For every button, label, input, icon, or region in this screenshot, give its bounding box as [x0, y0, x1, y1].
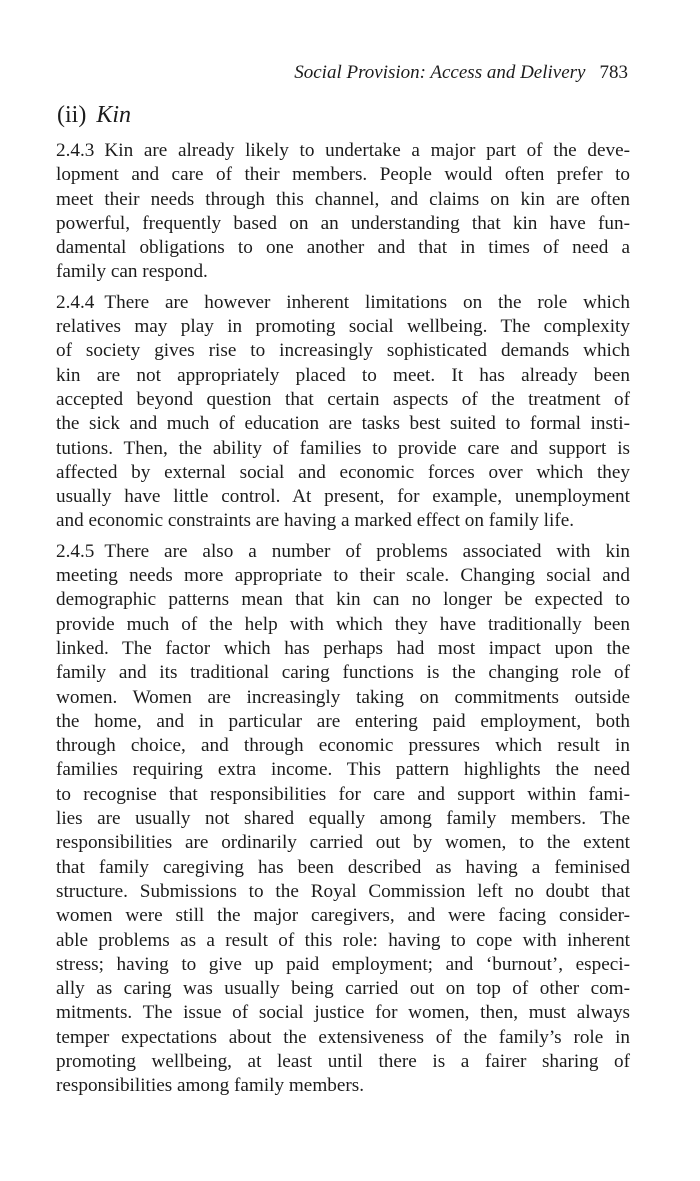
- line-text: affected by external social and economic forces over which they: [56, 461, 630, 483]
- text-line: [56, 509, 630, 533]
- line-text: demographic patterns mean that kin can no longer be expected to: [56, 589, 630, 611]
- line-text: responsibilities are ordinarily carried out by women, to the extent: [56, 832, 630, 854]
- line-text: relatives may play in promoting social wellbeing. The complexity: [56, 316, 630, 338]
- text-line: [56, 260, 630, 284]
- text-line: [56, 236, 630, 260]
- section-title: Kin: [96, 102, 132, 128]
- text-line: [56, 1050, 630, 1074]
- text-line: [56, 1074, 630, 1098]
- line-text: of society gives rise to increasingly sophisticated demands which: [56, 340, 630, 362]
- text-line: [56, 412, 630, 436]
- line-text: the sick and much of education are tasks best suited to formal insti-: [56, 413, 630, 435]
- line-text: responsibilities among family members.: [56, 1075, 365, 1097]
- paragraph-2-4-4: [56, 291, 630, 534]
- text-line: [56, 1001, 630, 1025]
- line-text: that family caregiving has been described as having a feminised: [56, 856, 630, 878]
- line-text: provide much of the help with which they have traditionally been: [56, 613, 630, 635]
- line-text: to recognise that responsibilities for care and support within fami-: [56, 783, 630, 805]
- line-text: tutions. Then, the ability of families to provide care and support is: [56, 437, 630, 459]
- page-number: 783: [599, 62, 628, 83]
- text-line: [56, 564, 630, 588]
- text-line: [56, 686, 630, 710]
- line-text: family and its traditional caring functions is the changing role of: [56, 662, 630, 684]
- paragraph-2-4-3: [56, 139, 630, 285]
- line-text: linked. The factor which has perhaps had most impact upon the: [56, 637, 630, 659]
- line-text: women. Women are increasingly taking on commitments outside: [56, 686, 630, 708]
- text-line: [56, 485, 630, 509]
- line-text: Kin are already likely to undertake a major part of the deve-: [104, 140, 630, 161]
- line-text: women were still the major caregivers, and were facing consider-: [56, 905, 630, 927]
- text-line: [56, 637, 630, 661]
- section-heading: [57, 100, 131, 130]
- line-text: usually have little control. At present, for example, unemployment: [56, 486, 630, 508]
- text-line: [56, 734, 630, 758]
- text-line: [56, 613, 630, 637]
- running-title: Social Provision: Access and Delivery: [294, 62, 586, 83]
- paragraph-number: 2.4.4: [56, 291, 95, 313]
- text-line: [56, 831, 630, 855]
- line-text: families requiring extra income. This pattern highlights the need: [56, 759, 630, 781]
- text-line: [56, 661, 630, 685]
- line-text: accepted beyond question that certain aspects of the treatment of: [56, 388, 630, 410]
- line-text: There are also a number of problems associated with kin: [104, 540, 630, 562]
- text-line: [56, 437, 630, 461]
- line-text: There are however inherent limitations on the role which: [104, 291, 630, 313]
- line-text: family can respond.: [56, 261, 208, 283]
- text-line: [56, 953, 630, 977]
- text-line: [56, 339, 630, 363]
- text-line: [56, 212, 630, 236]
- line-text: mitments. The issue of social justice for women, then, must always: [56, 1002, 630, 1024]
- book-page: [56, 0, 630, 1181]
- section-number: (ii): [57, 102, 87, 128]
- text-line: [56, 783, 630, 807]
- text-line: [56, 710, 630, 734]
- running-head: [294, 61, 628, 85]
- text-line: [56, 758, 630, 782]
- line-text: meet their needs through this channel, and claims on kin are often: [56, 188, 630, 210]
- text-line: [56, 461, 630, 485]
- text-line: [56, 291, 630, 315]
- line-text: powerful, frequently based on an understanding that kin have fun-: [56, 212, 630, 234]
- line-text: meeting needs more appropriate to their scale. Changing social and: [56, 565, 630, 587]
- line-text: lopment and care of their members. People would often prefer to: [56, 164, 630, 186]
- text-line: [56, 929, 630, 953]
- text-line: [56, 856, 630, 880]
- text-line: [56, 188, 630, 212]
- text-line: [56, 163, 630, 187]
- text-line: [56, 977, 630, 1001]
- text-line: [56, 364, 630, 388]
- line-text: kin are not appropriately placed to meet. It has already been: [56, 364, 630, 386]
- line-text: temper expectations about the extensiveness of the family’s role in: [56, 1026, 630, 1048]
- text-line: [56, 139, 630, 163]
- body-text: [56, 139, 630, 1105]
- line-text: lies are usually not shared equally among family members. The: [56, 808, 630, 830]
- line-text: and economic constraints are having a marked effect on family life.: [56, 510, 575, 532]
- paragraph-number: 2.4.3: [56, 140, 95, 161]
- text-line: [56, 880, 630, 904]
- line-text: ally as caring was usually being carried out on top of other com-: [56, 978, 630, 1000]
- text-line: [56, 588, 630, 612]
- text-line: [56, 1026, 630, 1050]
- line-text: through choice, and through economic pressures which result in: [56, 735, 630, 757]
- text-line: [56, 904, 630, 928]
- text-line: [56, 388, 630, 412]
- paragraph-2-4-5: [56, 540, 630, 1099]
- line-text: structure. Submissions to the Royal Commission left no doubt that: [56, 880, 630, 902]
- text-line: [56, 540, 630, 564]
- paragraph-number: 2.4.5: [56, 540, 95, 562]
- text-line: [56, 315, 630, 339]
- line-text: damental obligations to one another and that in times of need a: [56, 237, 630, 259]
- line-text: able problems as a result of this role: having to cope with inherent: [56, 929, 630, 951]
- line-text: stress; having to give up paid employment; and ‘burnout’, especi-: [56, 953, 630, 975]
- line-text: the home, and in particular are entering paid employment, both: [56, 710, 630, 732]
- text-line: [56, 807, 630, 831]
- line-text: promoting wellbeing, at least until there is a fairer sharing of: [56, 1050, 630, 1072]
